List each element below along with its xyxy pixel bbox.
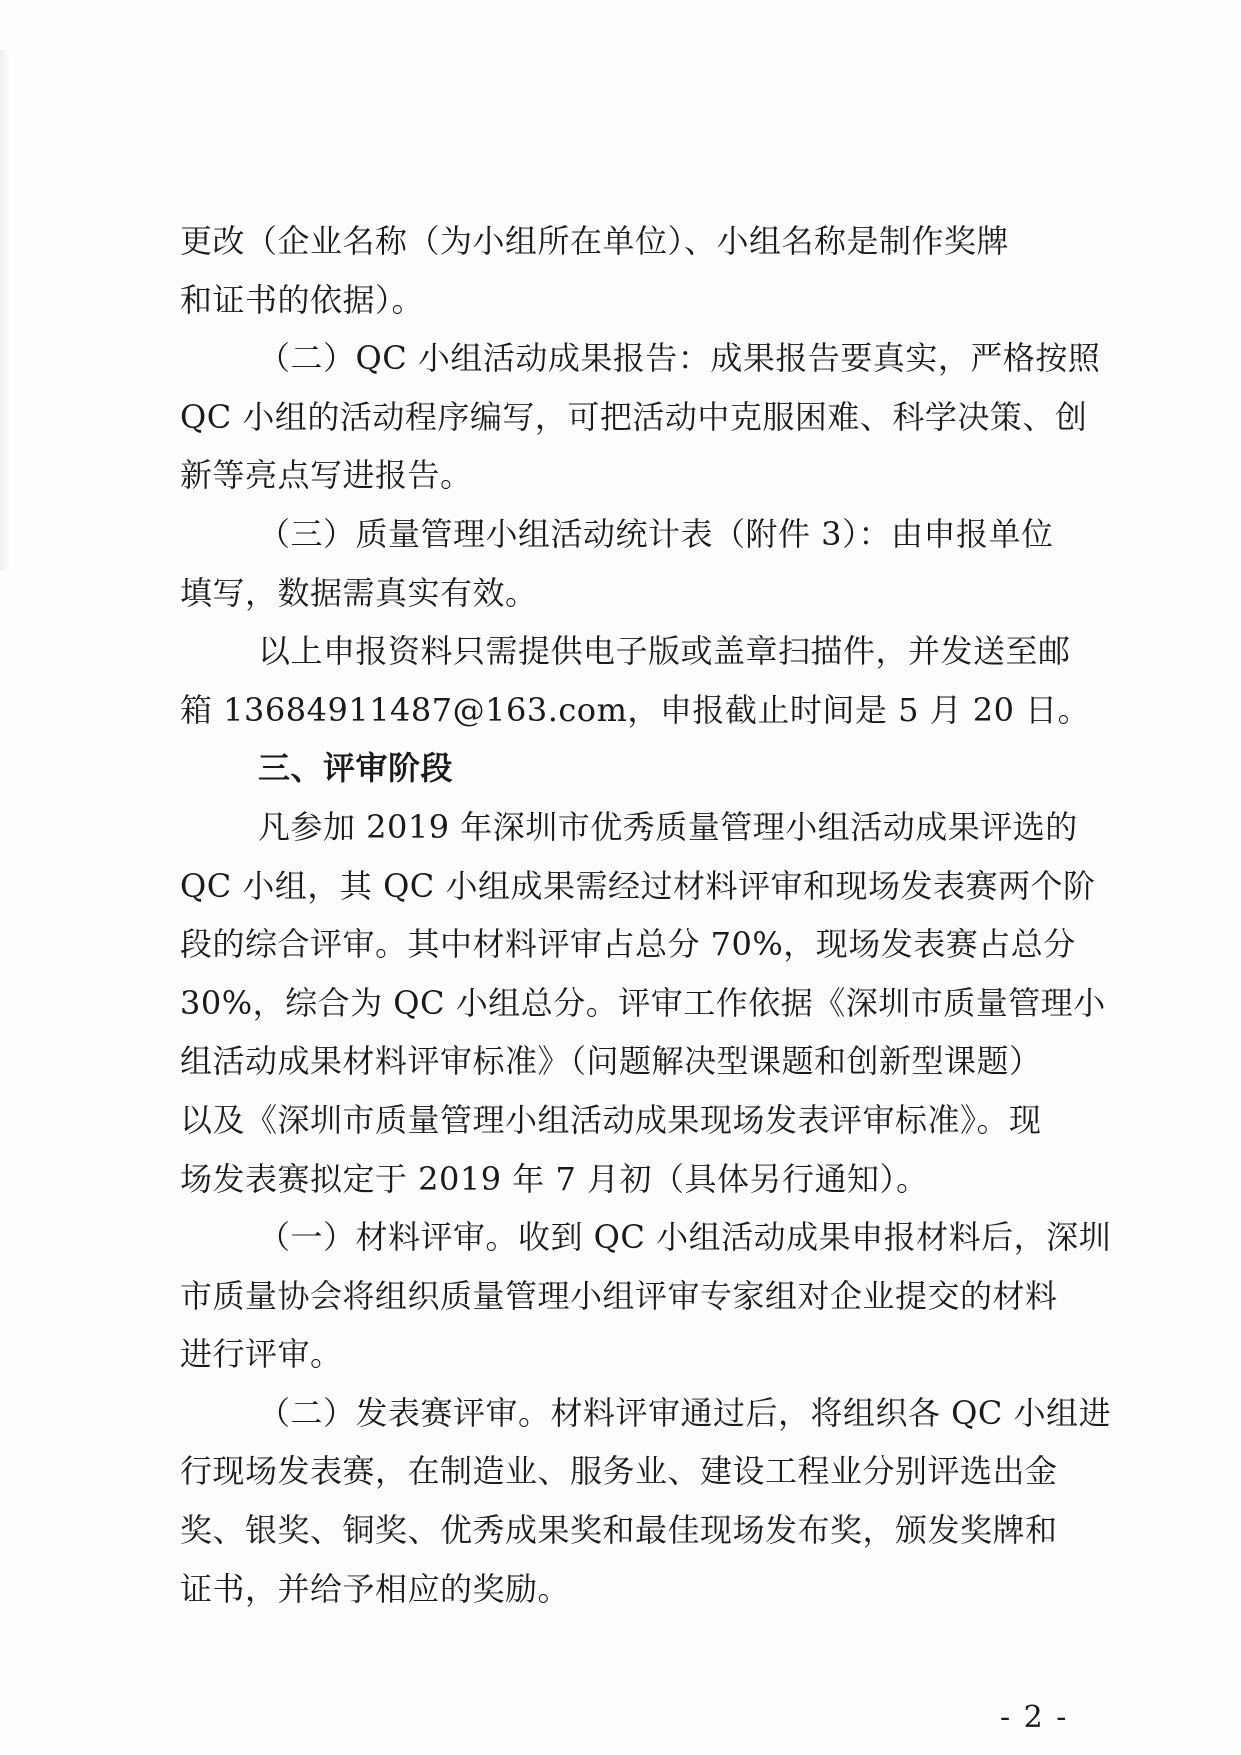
- text-line: 行现场发表赛，在制造业、服务业、建设工程业分别评选出金: [180, 1452, 1058, 1491]
- paragraph-start-line: （二）QC 小组活动成果报告：成果报告要真实，严格按照: [258, 339, 1101, 378]
- section-heading: 三、评审阶段: [258, 749, 454, 788]
- paragraph-start-line: （一）材料评审。收到 QC 小组活动成果申报材料后，深圳: [258, 1218, 1112, 1257]
- page-number: - 2 -: [1000, 1700, 1069, 1735]
- text-line: 箱 13684911487@163.com，申报截止时间是 5 月 20 日。: [180, 690, 1091, 729]
- text-line: 场发表赛拟定于 2019 年 7 月初（具体另行通知）。: [180, 1159, 929, 1198]
- text-line: QC 小组，其 QC 小组成果需经过材料评审和现场发表赛两个阶: [180, 866, 1096, 905]
- text-line: 组活动成果材料评审标准》（问题解决型课题和创新型课题）: [180, 1042, 1042, 1081]
- text-line: 进行评审。: [180, 1335, 343, 1374]
- text-line: 填写，数据需真实有效。: [180, 573, 538, 612]
- text-line: 奖、银奖、铜奖、优秀成果奖和最佳现场发布奖，颁发奖牌和: [180, 1511, 1058, 1550]
- scan-edge-shadow: [0, 50, 10, 570]
- text-line: 和证书的依据）。: [180, 280, 425, 319]
- text-line: 30%，综合为 QC 小组总分。评审工作依据《深圳市质量管理小: [180, 983, 1106, 1022]
- text-line: 更改（企业名称（为小组所在单位）、小组名称是制作奖牌: [180, 222, 1010, 260]
- text-line: QC 小组的活动程序编写，可把活动中克服困难、科学决策、创: [180, 397, 1088, 436]
- text-line: 以及《深圳市质量管理小组活动成果现场发表评审标准》。现: [180, 1100, 1042, 1139]
- paragraph-start-line: （二）发表赛评审。材料评审通过后，将组织各 QC 小组进: [258, 1393, 1112, 1432]
- document-body: [180, 212, 1112, 1618]
- text-line: 段的综合评审。其中材料评审占总分 70%，现场发表赛占总分: [180, 925, 1076, 964]
- paragraph-start-line: 以上申报资料只需提供电子版或盖章扫描件，并发送至邮: [258, 632, 1071, 671]
- paragraph-start-line: 凡参加 2019 年深圳市优秀质量管理小组活动成果评选的: [258, 807, 1078, 846]
- text-line: 市质量协会将组织质量管理小组评审专家组对企业提交的材料: [180, 1276, 1058, 1315]
- text-line: 新等亮点写进报告。: [180, 456, 473, 495]
- text-line: 证书，并给予相应的奖励。: [180, 1569, 571, 1608]
- paragraph-start-line: （三）质量管理小组活动统计表（附件 3）：由申报单位: [258, 514, 1054, 553]
